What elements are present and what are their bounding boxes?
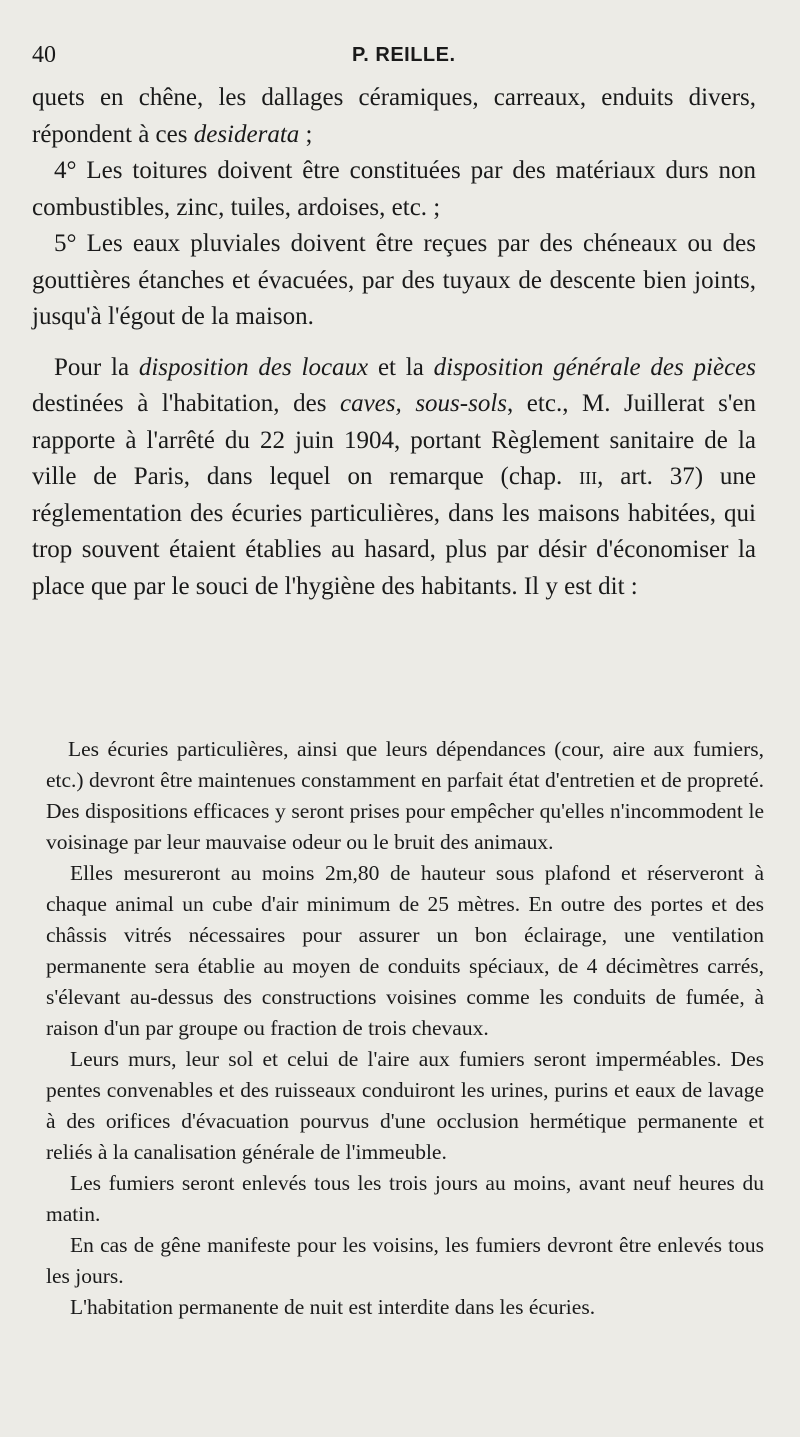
text-run: destinées à l'habitation, des — [32, 390, 340, 417]
page-header — [32, 42, 762, 78]
text-run: et la — [368, 353, 434, 381]
regulation-paragraph: Les écuries particulières, ainsi que leurs dépendances (cour, aire aux fumiers, etc.) devront être maintenues constamment en parfait état d'entretien et de propreté. Des dispositions efficaces y seront prises pour empêcher qu'elles n'incommodent le voisinage par leur mauvaise odeur ou le bruit des animaux. — [46, 737, 764, 854]
main-text — [32, 80, 756, 605]
regulation-paragraph: En cas de gêne manifeste pour les voisins, les fumiers devront être enlevés tous les jours. — [46, 1233, 764, 1288]
running-head: P. REILLE. — [352, 44, 456, 66]
text-run: quets en chêne, les dallages céramiques, carreaux, enduits divers, répondent à ces — [32, 84, 756, 148]
roman-numeral: iii — [579, 463, 598, 490]
italic-phrase: disposition des locaux — [138, 353, 369, 381]
text-run: , etc., M. Juillerat s'en rapporte à l'arrêté du 22 juin 1904, portant Règlement sanitaire de la ville de Paris, dans lequel on remarque (chap. — [32, 390, 756, 490]
regulation-paragraph: L'habitation permanente de nuit est interdite dans les écuries. — [70, 1295, 596, 1319]
text-run: 4° Les toitures doivent être constituées par des matériaux durs non combustibles, zinc, tuiles, ardoises, etc. ; — [32, 157, 756, 221]
italic-phrase: desiderata — [193, 120, 300, 148]
italic-phrase: disposition générale des pièces — [433, 353, 756, 381]
text-run: ; — [299, 120, 313, 148]
quoted-regulation — [46, 734, 764, 1323]
paragraph — [32, 153, 756, 226]
regulation-paragraph: Leurs murs, leur sol et celui de l'aire aux fumiers seront imperméables. Des pentes convenables et des ruisseaux conduiront les urines, purins et eaux de lavage à des orifices d'évacuation pourvus d'une occlusion hermétique permanente et reliés à la canalisation générale de l'immeuble. — [46, 1047, 764, 1164]
italic-phrase: caves, sous-sols — [339, 390, 507, 417]
page-number: 40 — [32, 42, 56, 68]
text-run: , art. 37) une réglementation des écuries particulières, dans les maisons habitées, qui trop souvent étaient établies au hasard, plus par désir d'économiser la place que par le souci de l'hygiène des habitants. Il y est dit : — [32, 463, 757, 600]
regulation-paragraph: Les fumiers seront enlevés tous les trois jours au moins, avant neuf heures du matin. — [46, 1171, 764, 1226]
text-run: Pour la — [54, 353, 139, 381]
text-run: 5° Les eaux pluviales doivent être reçues par des chéneaux ou des gouttières étanches et évacuées, par des tuyaux de descente bien joints, jusqu'à l'égout de la maison. — [32, 230, 756, 330]
paragraph — [32, 350, 756, 606]
regulation-paragraph: Elles mesureront au moins 2m,80 de hauteur sous plafond et réserveront à chaque animal un cube d'air minimum de 25 mètres. En outre des portes et des châssis vitrés nécessaires pour assurer un bon éclairage, une ventilation permanente sera établie au moyen de conduits spéciaux, de 4 décimètres carrés, s'élevant au-dessus des constructions voisines comme les conduits de fumée, à raison d'un par groupe ou fraction de trois chevaux. — [46, 861, 764, 1040]
paragraph — [32, 80, 756, 153]
paragraph — [32, 226, 756, 336]
